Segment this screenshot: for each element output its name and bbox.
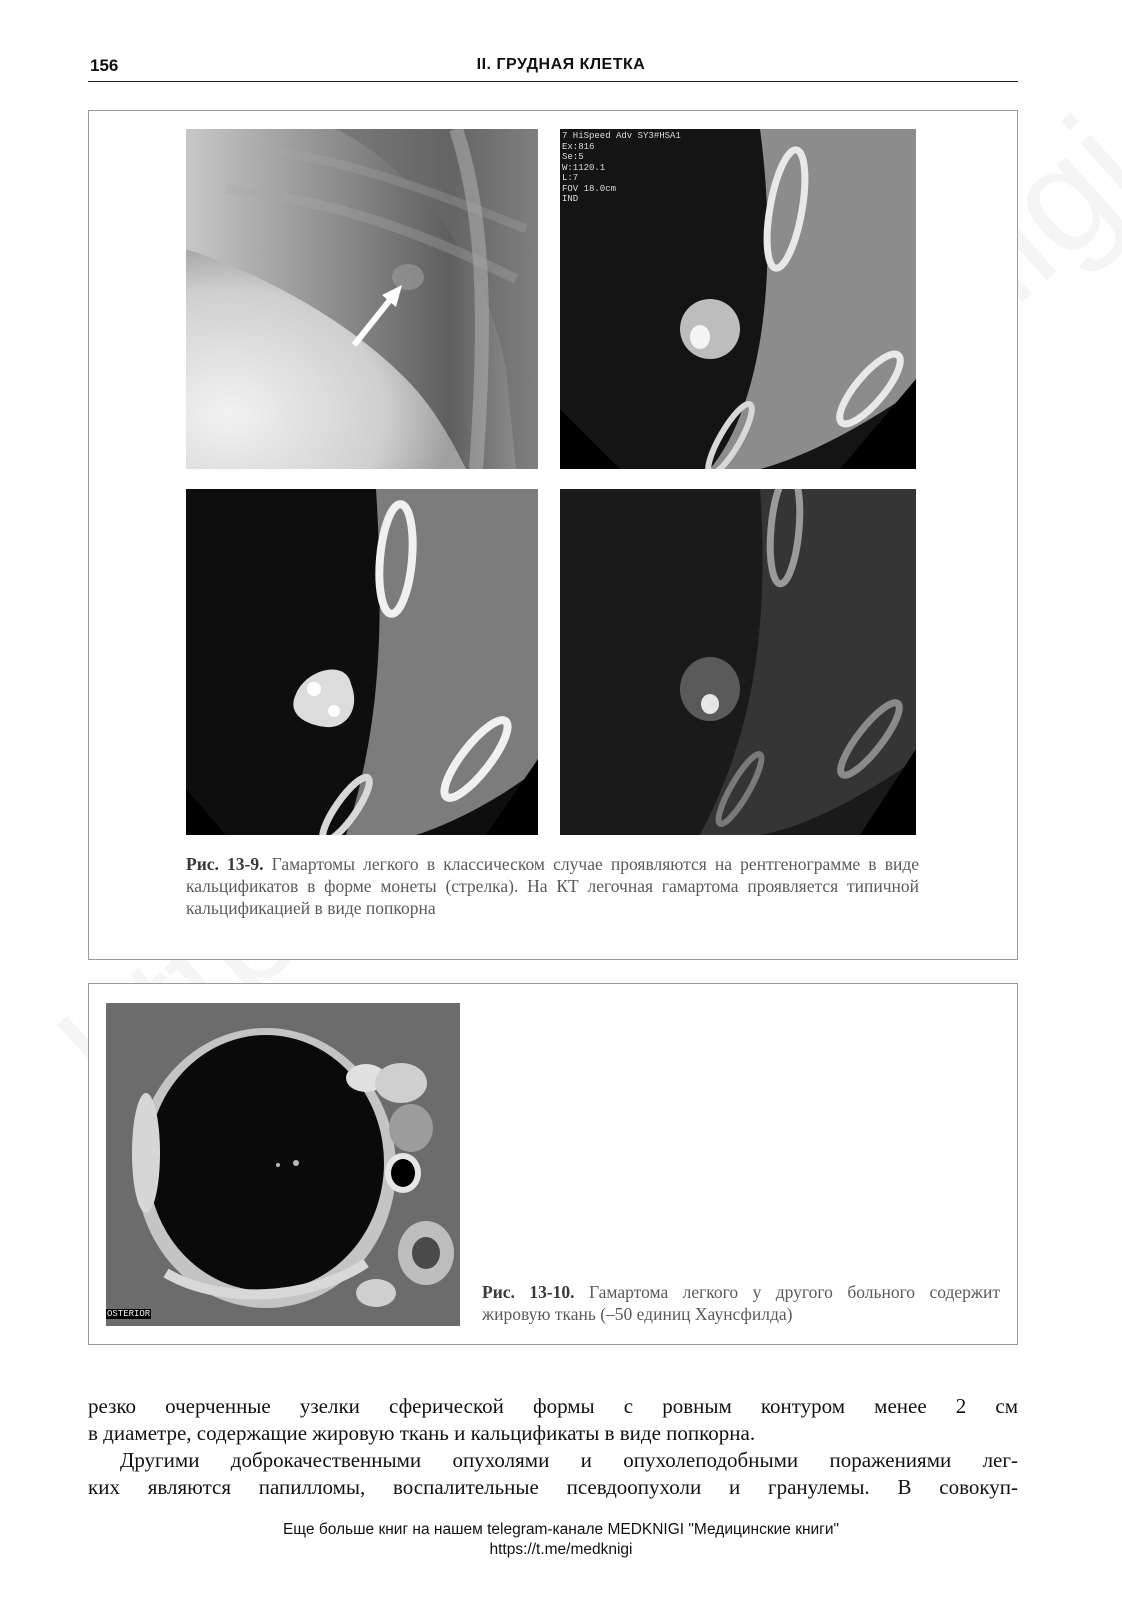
ct-panel-bottom-right [560,489,916,835]
section-title: II. ГРУДНАЯ КЛЕТКА [476,56,646,73]
body-line-3: Другими доброкачественными опухолями и опухолеподобными поражениями лег- [120,1448,1018,1472]
ct-overlay-text: 7 HiSpeed Adv SY3#HSA1 Ex:816 Se:5 W:1120.1 L:7 FOV 18.0cm IND [562,131,681,204]
caption-label: Рис. 13-9. [186,854,264,874]
figure-13-10-caption [482,1281,1000,1325]
footer-link[interactable]: https://t.me/medknigi [489,1541,633,1558]
ct-orientation-label: OSTERIOR [107,1309,151,1319]
ct-panel-top-right [560,129,916,469]
xray-panel [186,129,538,469]
figure-13-9-caption [186,853,919,919]
ct-panel-bottom-left [186,489,538,835]
footer-promo-text: Еще больше книг на нашем telegram-канале MEDKNIGI "Медицинские книги" [282,1521,840,1538]
ct-panel-figure-13-10 [106,1003,460,1326]
caption-text: Гамартома легкого у другого больного содержит жировую ткань (–50 единиц Хаунсфилда) [482,1282,1001,1324]
body-line-1: резко очерченные узелки сферической формы с ровным контуром менее 2 см [88,1394,1018,1418]
body-line-2: в диаметре, содержащие жировую ткань и кальцификаты в виде попкорна. [88,1421,756,1445]
page-number: 156 [90,56,119,75]
caption-text: Гамартомы легкого в классическом случае проявляются на рентгенограмме в виде кальцификатов в форме монеты (стрелка). На КТ легочная гамартома проявляется типичной кальцификацией в виде попкорна [186,854,919,918]
caption-label: Рис. 13-10. [482,1282,575,1302]
header-rule [88,81,1018,82]
body-line-4: ких являются папилломы, воспалительные псевдоопухоли и гранулемы. В совокуп- [88,1475,1018,1499]
